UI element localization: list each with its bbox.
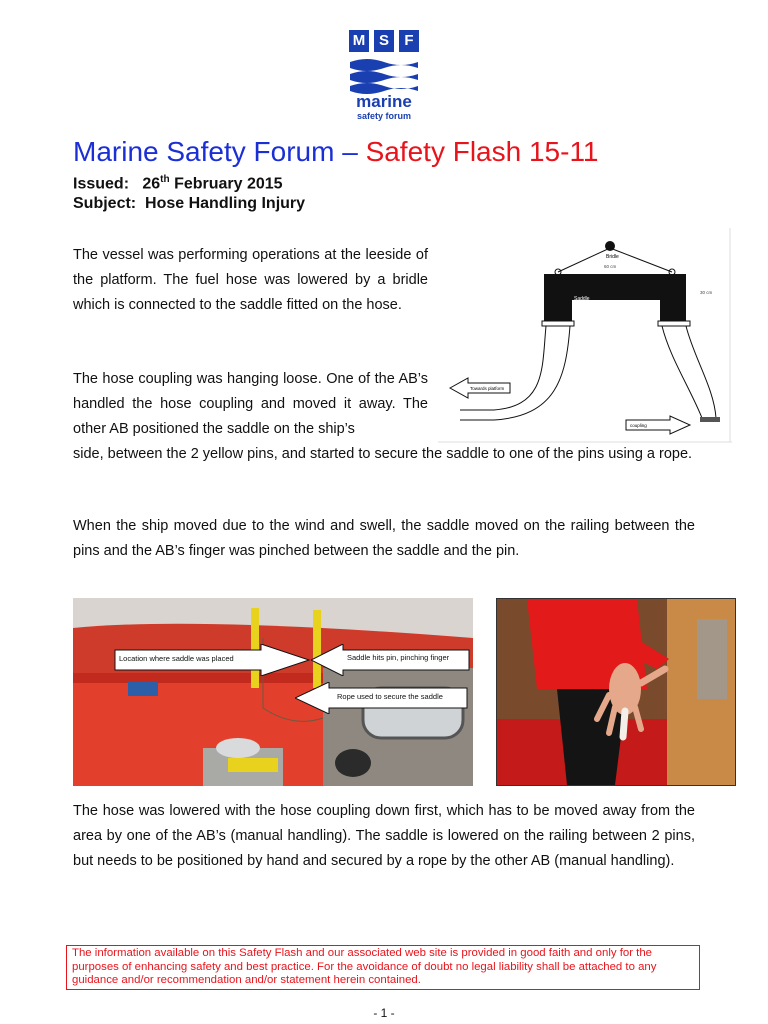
subject-line: [73, 195, 305, 213]
paragraph-1: The vessel was performing operations at the leeside of the platform. The fuel hose was lowered by a bridle which is connected to the saddle fitted on the hose.: [73, 247, 428, 313]
page-number: - 1 -: [373, 1006, 395, 1020]
coupling-label: coupling: [630, 423, 647, 428]
width-label: 60 cm: [604, 264, 617, 269]
paragraph-3: When the ship moved due to the wind and swell, the saddle moved on the railing between the pins and the AB’s finger was pinched between the saddle and the pin.: [73, 518, 695, 559]
paragraph-2a: The hose coupling was hanging loose. One of the AB’s handled the hose coupling and moved it away. The other AB positioned the saddle on the ship’s: [73, 371, 428, 437]
label-location-saddle: Location where saddle was placed: [119, 654, 234, 663]
issued-label: Issued:: [73, 175, 130, 193]
bridle-label: Bridle: [606, 254, 619, 260]
arrow-saddle-hits-pin: [311, 644, 461, 674]
deck-photo: [73, 598, 473, 786]
logo-letter-f: F: [399, 30, 419, 52]
title-forum: Marine Safety Forum –: [73, 136, 358, 167]
issued-date: February 2015: [174, 175, 283, 193]
saddle-label: Saddle: [574, 296, 590, 302]
logo-word: marine: [356, 92, 412, 111]
title-flash: Safety Flash 15-11: [365, 136, 599, 167]
towards-label: Towards platform: [470, 386, 505, 391]
logo-subtitle: safety forum: [356, 111, 411, 121]
subject-label: Subject:: [73, 195, 137, 212]
paragraph-4: The hose was lowered with the hose coupling down first, which has to be moved away from the area by one of the AB’s (manual handling). The saddle is lowered on the railing between 2 pins, but needs to be positioned by hand and secured by a rope by the other AB (manual handling).: [73, 803, 695, 869]
logo-letter-s: S: [374, 30, 394, 52]
paragraph-2b: side, between the 2 yellow pins, and started to secure the saddle to one of the pins using a rope.: [73, 446, 693, 462]
issued-day: 26: [142, 175, 161, 193]
hose-saddle-diagram: [438, 228, 734, 444]
page-title: [73, 136, 599, 168]
logo-waves-icon: [350, 56, 418, 96]
injured-hand-photo: [496, 598, 736, 786]
saddle-shape: [544, 274, 686, 322]
disclaimer-box: The information available on this Safety Flash and our associated web site is provided in good faith and only for the purposes of enhancing safety and best practice. For the avoidance of doubt no legal liability shall be attached to any guidance and/or recommendation and/or statement herein contained.: [66, 945, 700, 990]
arrow-location-saddle: [113, 644, 263, 674]
coupling-shape: [700, 417, 720, 422]
msf-logo: [345, 30, 423, 122]
issued-suffix: th: [160, 174, 170, 185]
label-rope-secure: Rope used to secure the saddle: [337, 692, 443, 701]
label-saddle-hits-pin: Saddle hits pin, pinching finger: [347, 653, 450, 662]
logo-letter-m: M: [349, 30, 369, 52]
subject-value: Hose Handling Injury: [145, 195, 306, 212]
height-label: 30 cm: [700, 290, 713, 295]
issued-line: [73, 174, 283, 193]
arrow-rope-secure: [295, 682, 469, 712]
